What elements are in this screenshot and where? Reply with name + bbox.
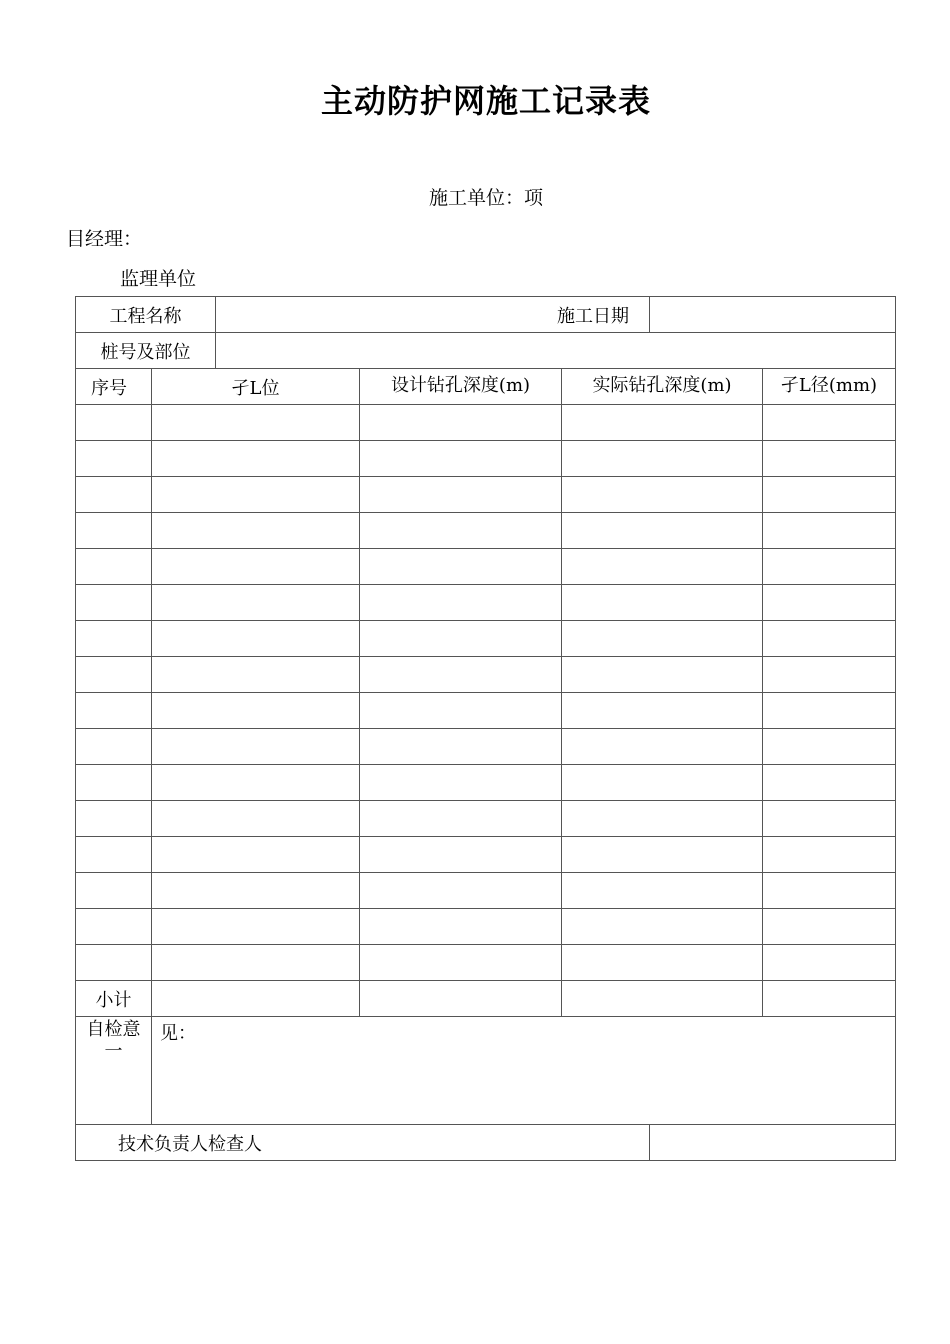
table-cell[interactable]: [763, 909, 896, 945]
table-cell[interactable]: [562, 585, 763, 621]
table-row: [76, 909, 896, 945]
subtotal-cell[interactable]: [152, 981, 360, 1017]
manager-line: 目经理：: [66, 228, 143, 250]
table-row: [76, 585, 896, 621]
table-cell[interactable]: [152, 657, 360, 693]
table-row: [76, 693, 896, 729]
table-cell[interactable]: [763, 765, 896, 801]
table-cell[interactable]: [562, 513, 763, 549]
table-cell[interactable]: [763, 729, 896, 765]
table-cell[interactable]: [763, 801, 896, 837]
table-cell[interactable]: [152, 477, 360, 513]
table-cell[interactable]: [360, 765, 562, 801]
table-cell[interactable]: [763, 549, 896, 585]
table-row: [76, 729, 896, 765]
project-row: [76, 297, 896, 333]
table-row: [76, 837, 896, 873]
table-row: [76, 477, 896, 513]
table-cell[interactable]: [763, 837, 896, 873]
table-cell[interactable]: [763, 945, 896, 981]
record-table: [75, 296, 896, 1161]
table-cell[interactable]: [562, 837, 763, 873]
table-cell[interactable]: [360, 621, 562, 657]
table-cell[interactable]: [360, 441, 562, 477]
table-cell[interactable]: [76, 513, 152, 549]
table-cell[interactable]: [763, 657, 896, 693]
self-check-label: 自检意一: [76, 1017, 152, 1125]
table-cell[interactable]: [76, 549, 152, 585]
table-cell[interactable]: [152, 585, 360, 621]
table-cell[interactable]: [360, 693, 562, 729]
subtotal-cell[interactable]: [360, 981, 562, 1017]
col-design-depth-header: 设计钻孔深度(m): [360, 369, 562, 405]
table-cell[interactable]: [763, 405, 896, 441]
table-row: [76, 549, 896, 585]
table-cell[interactable]: [152, 729, 360, 765]
subtotal-row: [76, 981, 896, 1017]
table-cell[interactable]: [562, 873, 763, 909]
table-cell[interactable]: [763, 441, 896, 477]
table-cell[interactable]: [562, 945, 763, 981]
table-cell[interactable]: [763, 585, 896, 621]
subtotal-cell[interactable]: [562, 981, 763, 1017]
table-cell[interactable]: [562, 621, 763, 657]
table-cell[interactable]: [360, 873, 562, 909]
table-cell[interactable]: [562, 657, 763, 693]
col-diameter-header: 孑L径(mm): [763, 369, 896, 405]
table-cell[interactable]: [763, 693, 896, 729]
table-cell[interactable]: [763, 873, 896, 909]
tech-lead-sign-cell[interactable]: [650, 1125, 896, 1161]
table-cell[interactable]: [152, 513, 360, 549]
self-check-row: [76, 1017, 896, 1125]
table-row: [76, 621, 896, 657]
table-cell[interactable]: [76, 873, 152, 909]
table-cell[interactable]: [562, 693, 763, 729]
tech-lead-row: [76, 1125, 896, 1161]
table-row: [76, 441, 896, 477]
table-cell[interactable]: [152, 909, 360, 945]
table-cell[interactable]: [562, 477, 763, 513]
table-cell[interactable]: [360, 801, 562, 837]
table-cell[interactable]: [152, 837, 360, 873]
table-cell[interactable]: [76, 657, 152, 693]
table-cell[interactable]: [152, 693, 360, 729]
table-cell[interactable]: [763, 513, 896, 549]
table-cell[interactable]: [76, 621, 152, 657]
table-row: [76, 801, 896, 837]
construction-date-value[interactable]: [650, 297, 896, 333]
table-cell[interactable]: [562, 405, 763, 441]
table-cell[interactable]: [76, 477, 152, 513]
table-cell[interactable]: [152, 405, 360, 441]
table-cell[interactable]: [152, 801, 360, 837]
table-cell[interactable]: [76, 693, 152, 729]
col-actual-depth-header: 实际钻孔深度(m): [562, 369, 763, 405]
table-cell[interactable]: [152, 945, 360, 981]
supervision-unit-line: 监理单位: [120, 268, 197, 290]
table-cell[interactable]: [360, 945, 562, 981]
table-cell[interactable]: [562, 729, 763, 765]
table-row: [76, 945, 896, 981]
stake-label: 桩号及部位: [76, 333, 216, 369]
subtotal-cell[interactable]: [763, 981, 896, 1017]
construction-date-label: 施工日期: [216, 297, 650, 333]
table-cell[interactable]: [562, 441, 763, 477]
col-hole-header: 孑L位: [152, 369, 360, 405]
table-cell[interactable]: [562, 801, 763, 837]
table-cell[interactable]: [360, 585, 562, 621]
table-cell[interactable]: [76, 765, 152, 801]
tech-lead-label: 技术负责人检查人: [76, 1125, 650, 1161]
table-row: [76, 657, 896, 693]
table-cell[interactable]: [76, 801, 152, 837]
table-cell[interactable]: [360, 405, 562, 441]
table-cell[interactable]: [152, 441, 360, 477]
table-cell[interactable]: [360, 657, 562, 693]
table-cell[interactable]: [360, 729, 562, 765]
subtotal-label: 小计: [76, 981, 152, 1017]
table-cell[interactable]: [76, 945, 152, 981]
table-cell[interactable]: [763, 621, 896, 657]
table-cell[interactable]: [562, 765, 763, 801]
table-row: [76, 513, 896, 549]
table-cell[interactable]: [152, 621, 360, 657]
table-cell[interactable]: [152, 873, 360, 909]
project-name-label: 工程名称: [76, 297, 216, 333]
table-cell[interactable]: [562, 909, 763, 945]
table-cell[interactable]: [152, 765, 360, 801]
table-cell[interactable]: [360, 909, 562, 945]
data-rows: [76, 405, 896, 981]
table-row: [76, 405, 896, 441]
table-cell[interactable]: [76, 585, 152, 621]
table-row: [76, 873, 896, 909]
col-seq-header: 序号: [76, 369, 152, 405]
table-cell[interactable]: [76, 837, 152, 873]
page-title: 主动防护网施工记录表: [320, 82, 651, 120]
opinion-cell[interactable]: [152, 1017, 896, 1125]
column-header-row: [76, 369, 896, 405]
table-cell[interactable]: [360, 513, 562, 549]
table-cell[interactable]: [562, 549, 763, 585]
table-cell[interactable]: [360, 477, 562, 513]
stake-value[interactable]: [216, 333, 896, 369]
opinion-label: 见：: [160, 1023, 196, 1044]
table-cell[interactable]: [360, 549, 562, 585]
stake-row: [76, 333, 896, 369]
table-cell[interactable]: [76, 909, 152, 945]
table-cell[interactable]: [763, 477, 896, 513]
construction-unit-line: 施工单位：项: [428, 187, 543, 209]
table-cell[interactable]: [152, 549, 360, 585]
table-cell[interactable]: [360, 837, 562, 873]
table-cell[interactable]: [76, 441, 152, 477]
table-row: [76, 765, 896, 801]
table-cell[interactable]: [76, 405, 152, 441]
table-cell[interactable]: [76, 729, 152, 765]
